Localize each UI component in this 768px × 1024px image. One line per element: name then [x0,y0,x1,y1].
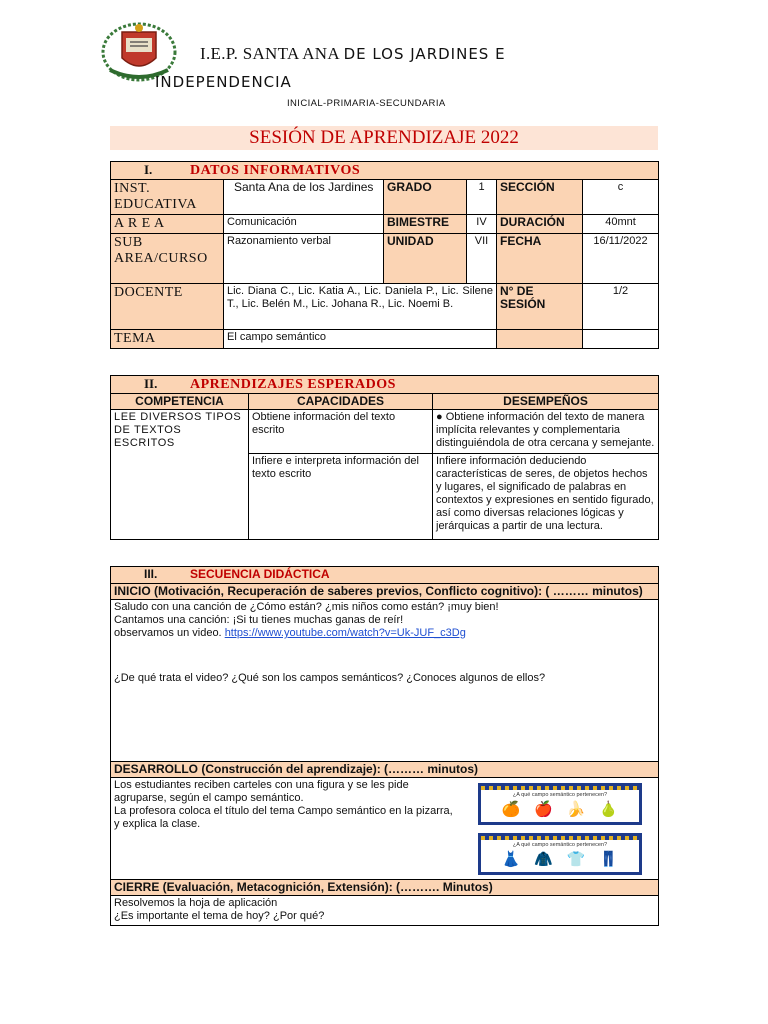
desarrollo-text-2: La profesora coloca el título del tema Campo semántico en la pizarra, y explica la clase. [114,805,453,830]
secuencia-section-header: III. SECUENCIA DIDÁCTICA [111,567,659,584]
card-question: ¿A qué campo semántico pertenecen? [512,792,608,798]
school-name-line1: I.E.P. SANTA ANA DE LOS JARDINES E [200,44,506,63]
jacket-icon: 🧥 [534,851,554,868]
card-stripe [481,836,639,840]
desarrollo-text-1: Los estudiantes reciben carteles con una figura y se les pide agruparse, según el campo semántico. [114,779,409,804]
cierre-line-2: ¿Es importante el tema de hoy? ¿Por qué? [114,910,325,922]
datos-informativos-table [110,161,659,349]
docente-label: DOCENTE [111,284,224,330]
inicio-line-1: Saludo con una canción de ¿Cómo están? ¿mis niños como están? ¡muy bien! [114,601,499,613]
fecha-value: 16/11/2022 [583,234,659,284]
dress-icon: 👗 [501,851,521,868]
orange-icon: 🍊 [501,801,521,818]
capacidades-header: CAPACIDADES [249,394,433,410]
nsesion-label: N° DE SESIÓN [497,284,583,330]
school-name-line2: INDEPENDENCIA [155,73,292,91]
shirt-icon: 👕 [566,851,586,868]
desempenos-header: DESEMPEÑOS [433,394,659,410]
docente-value: Lic. Diana C., Lic. Katia A., Lic. Daniela P., Lic. Silene T., Lic. Belén M., Lic. Johana R., Lic. Noemi B. [224,284,497,330]
inicio-line-3: observamos un video. https://www.youtube.com/watch?v=Uk-JUF_c3Dg [114,627,466,639]
grado-label: GRADO [384,180,467,215]
school-levels: INICIAL-PRIMARIA-SECUNDARIA [287,98,446,109]
banana-icon: 🍌 [566,801,586,818]
tema-empty-b [583,330,659,349]
inst-value: Santa Ana de los Jardines [224,180,384,215]
video-link[interactable]: https://www.youtube.com/watch?v=Uk-JUF_c3Dg [224,627,466,639]
inicio-question: ¿De qué trata el video? ¿Qué son los campos semánticos? ¿Conoces algunos de ellos? [114,672,546,684]
grado-value: 1 [467,180,497,215]
aprendizajes-section-header: II. APRENDIZAJES ESPERADOS [111,376,659,394]
unidad-label: UNIDAD [384,234,467,284]
semantic-card-fruits [478,783,642,825]
semantic-card-clothes [478,833,642,875]
capacidad-1: Obtiene información del texto escrito [249,410,433,454]
card-question: ¿A qué campo semántico pertenecen? [512,842,608,848]
desempeno-1: ● Obtiene información del texto de manera implícita relevantes y complementaria distinguiéndola de otra cercana y semejante. [433,410,659,454]
tema-label: TEMA [111,330,224,349]
desempeno-2: Infiere información deduciendo características de seres, de objetos hechos y lugares, el significado de palabras en contextos y expresiones en sentido figurado, así como diversas relaciones lógicas y jerárquicas a partir de una lectura. [433,454,659,540]
seccion-label: SECCIÓN [497,180,583,215]
area-value: Comunicación [224,215,384,234]
card-stripe [481,786,639,790]
nsesion-value: 1/2 [583,284,659,330]
bimestre-value: IV [467,215,497,234]
datos-section-header: I. DATOS INFORMATIVOS [111,162,659,180]
bimestre-label: BIMESTRE [384,215,467,234]
cierre-content [111,896,659,926]
fecha-label: FECHA [497,234,583,284]
inicio-line-2: Cantamos una canción: ¡Si tu tienes muchas ganas de reír! [114,614,404,626]
inst-label: INST. EDUCATIVA [111,180,224,215]
session-title: SESIÓN DE APRENDIZAJE 2022 [110,126,658,150]
sub-area-value: Razonamiento verbal [224,234,384,284]
tema-value: El campo semántico [224,330,497,349]
cierre-header: CIERRE (Evaluación, Metacognición, Extensión): (………. Minutos) [111,880,659,896]
sub-area-label: SUB AREA/CURSO [111,234,224,284]
pants-icon: 👖 [599,851,619,868]
duracion-value: 40mnt [583,215,659,234]
seccion-value: c [583,180,659,215]
tema-empty-a [497,330,583,349]
area-label: A R E A [111,215,224,234]
competencia-header: COMPETENCIA [111,394,249,410]
inicio-header: INICIO (Motivación, Recuperación de saberes previos, Conflicto cognitivo): ( ……… minutos) [111,584,659,600]
cierre-line-1: Resolvemos la hoja de aplicación [114,897,278,909]
aprendizajes-table [110,375,659,540]
pear-icon: 🍐 [599,801,619,818]
desarrollo-header: DESARROLLO (Construcción del aprendizaje): (……… minutos) [111,762,659,778]
capacidad-2: Infiere e interpreta información del texto escrito [249,454,433,540]
unidad-value: VII [467,234,497,284]
duracion-label: DURACIÓN [497,215,583,234]
competencia-cell: LEE DIVERSOS TIPOS DE TEXTOS ESCRITOS [111,410,249,540]
apple-icon: 🍎 [534,801,554,818]
inicio-content [111,600,659,762]
